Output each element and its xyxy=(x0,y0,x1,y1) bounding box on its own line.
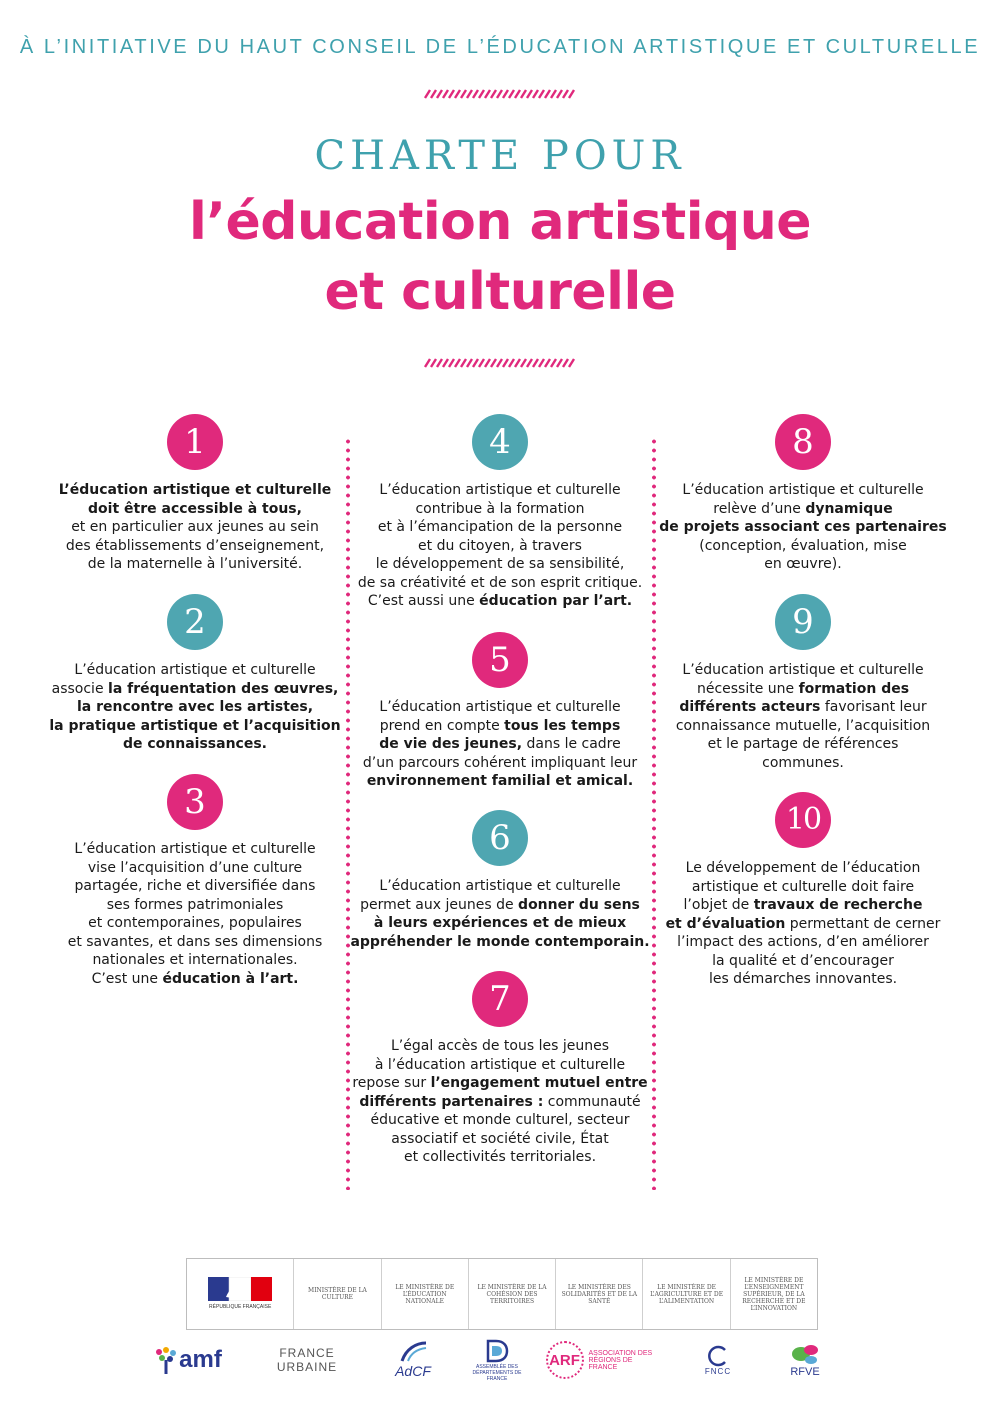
text: L’éducation artistique et culturelle xyxy=(74,662,316,678)
text: (conception, évaluation, mise xyxy=(699,537,907,554)
france-urbaine-logo xyxy=(262,1330,352,1390)
text: d’un parcours cohérent impliquant leur xyxy=(362,754,638,771)
ministry-culture: MINISTÈRE DE LA CULTURE xyxy=(293,1259,380,1329)
principle-line xyxy=(350,1130,650,1149)
principle-line xyxy=(653,754,953,773)
adcf-logo xyxy=(378,1330,448,1390)
fncc-logo xyxy=(693,1330,743,1390)
bold-text: éducation à l’art. xyxy=(162,970,299,987)
principle-line xyxy=(45,698,345,717)
text: le développement de sa sensibilité, xyxy=(375,556,625,572)
principle-line xyxy=(350,1111,650,1130)
principle-number-1: 1 xyxy=(167,414,223,470)
principle-number-2: 2 xyxy=(167,594,223,650)
text: prend en compte xyxy=(379,717,505,734)
ministry-sante: LE MINISTÈRE DES SOLIDARITÉS ET DE LA SANTÉ xyxy=(555,1259,642,1329)
principle-line xyxy=(653,518,953,537)
marianne-flag-icon xyxy=(208,1277,272,1301)
france-urbaine-line1: FRANCE xyxy=(279,1346,335,1360)
text: de la maternelle à l’université. xyxy=(87,556,303,572)
amf-tree-icon xyxy=(153,1346,179,1374)
principle-line xyxy=(45,661,345,680)
principle-line xyxy=(350,1037,650,1056)
ministry-agriculture: LE MINISTÈRE DE L’AGRICULTURE ET DE L’ALIMENTATION xyxy=(642,1259,729,1329)
principle-text-10 xyxy=(653,859,953,989)
arf-sub-label: ASSOCIATION DES RÉGIONS DE FRANCE xyxy=(588,1349,653,1371)
text: L’éducation artistique et culturelle xyxy=(379,482,621,498)
principle-line xyxy=(45,481,345,500)
principle-number-6: 6 xyxy=(472,810,528,866)
principle-line xyxy=(653,500,953,519)
text: Le développement de l’éducation xyxy=(685,860,921,876)
republique-francaise-label: RÉPUBLIQUE FRANÇAISE xyxy=(209,1304,272,1310)
principle-text-5 xyxy=(350,698,650,791)
bold-text: la fréquentation des œuvres, xyxy=(108,680,339,697)
text: permettant de cerner xyxy=(785,915,941,932)
bold-text: doit être accessible à tous, xyxy=(88,500,302,517)
zigzag-divider-bottom xyxy=(423,358,577,368)
principle-text-2 xyxy=(45,661,345,754)
principle-line xyxy=(653,698,953,717)
principle-line xyxy=(45,717,345,736)
principle-line xyxy=(45,840,345,859)
principle-text-4 xyxy=(350,481,650,611)
principle-line xyxy=(350,574,650,593)
text: L’éducation artistique et culturelle xyxy=(379,878,621,894)
principle-line xyxy=(350,914,650,933)
principle-line xyxy=(350,1074,650,1093)
principle-line xyxy=(350,1148,650,1167)
amf-logo xyxy=(140,1330,235,1390)
principle-text-9 xyxy=(653,661,953,772)
principle-line xyxy=(653,933,953,952)
principle-line xyxy=(350,1093,650,1112)
text: communauté xyxy=(543,1093,641,1110)
principle-line xyxy=(350,1056,650,1075)
text: l’impact des actions, d’en améliorer xyxy=(677,934,929,950)
title-line-1: l’éducation artistique xyxy=(188,192,812,252)
bold-text: et d’évaluation xyxy=(665,915,786,932)
text: associe xyxy=(51,680,109,697)
text: et le partage de références xyxy=(707,736,899,752)
republique-francaise-logo xyxy=(187,1259,293,1329)
principle-line xyxy=(350,717,650,736)
adf-logo xyxy=(462,1330,532,1390)
bold-text: L’éducation artistique et culturelle xyxy=(58,482,332,498)
principle-line xyxy=(45,500,345,519)
text: éducative et monde culturel, secteur xyxy=(370,1112,630,1128)
title-line-2: et culturelle xyxy=(324,262,676,322)
text: repose sur xyxy=(352,1075,431,1091)
text: favorisant leur xyxy=(820,699,927,715)
zigzag-divider-top xyxy=(423,89,577,99)
principle-line xyxy=(45,680,345,699)
text: des établissements d’enseignement, xyxy=(65,537,325,554)
principle-line xyxy=(653,680,953,699)
principle-line xyxy=(653,555,953,574)
fncc-circle-icon xyxy=(707,1345,729,1367)
text: communes. xyxy=(762,754,844,771)
principle-line xyxy=(350,698,650,717)
principle-text-3 xyxy=(45,840,345,988)
adf-d-icon xyxy=(484,1338,510,1364)
principle-line xyxy=(45,896,345,915)
principle-line xyxy=(350,537,650,556)
bold-text: la pratique artistique et l’acquisition xyxy=(49,717,341,734)
text: les démarches innovantes. xyxy=(708,971,898,987)
bold-text: environnement familial et amical. xyxy=(366,773,634,789)
principle-line xyxy=(653,661,953,680)
adcf-label: AdCF xyxy=(395,1363,431,1379)
principle-line xyxy=(653,717,953,736)
principle-line xyxy=(350,481,650,500)
arf-label: ARF xyxy=(549,1351,580,1369)
bold-text: la rencontre avec les artistes, xyxy=(76,699,314,715)
text: C’est une xyxy=(91,970,163,987)
text: et du citoyen, à travers xyxy=(418,537,582,554)
text: vise l’acquisition d’une culture xyxy=(87,859,303,876)
text: à l’éducation artistique et culturelle xyxy=(374,1056,626,1073)
principle-line xyxy=(350,896,650,915)
bold-text: de connaissances. xyxy=(122,736,267,752)
principle-line xyxy=(350,500,650,519)
principle-line xyxy=(350,592,650,611)
text: L’éducation artistique et culturelle xyxy=(74,841,316,857)
bold-text: travaux de recherche xyxy=(753,897,923,913)
text: et en particulier aux jeunes au sein xyxy=(71,519,319,535)
text: en œuvre). xyxy=(764,556,842,572)
bold-text: appréhender le monde contemporain. xyxy=(350,933,650,950)
principle-number-4: 4 xyxy=(472,414,528,470)
bold-text: dynamique xyxy=(805,500,893,517)
principle-line xyxy=(653,859,953,878)
bold-text: différents acteurs xyxy=(679,699,821,715)
bold-text: l’engagement mutuel entre xyxy=(430,1075,648,1091)
bold-text: différents partenaires : xyxy=(359,1093,544,1110)
principle-line xyxy=(653,537,953,556)
rfve-logo xyxy=(775,1330,835,1390)
principle-line xyxy=(45,537,345,556)
principle-line xyxy=(45,877,345,896)
principle-text-6 xyxy=(350,877,650,951)
text: L’éducation artistique et culturelle xyxy=(682,482,924,498)
ministries-logo-strip xyxy=(186,1258,818,1330)
bold-text: formation des xyxy=(798,680,910,697)
bold-text: de vie des jeunes, xyxy=(379,736,523,752)
principle-line xyxy=(45,914,345,933)
ministry-territoires: LE MINISTÈRE DE LA COHÉSION DES TERRITOIRES xyxy=(468,1259,555,1329)
text: L’éducation artistique et culturelle xyxy=(379,699,621,715)
text: permet aux jeunes de xyxy=(360,896,519,913)
principle-line xyxy=(653,915,953,934)
text: et à l’émancipation de la personne xyxy=(377,519,623,535)
principle-line xyxy=(350,754,650,773)
text: L’égal accès de tous les jeunes xyxy=(390,1038,610,1054)
text: artistique et culturelle doit faire xyxy=(691,878,915,895)
title-small: CHARTE POUR xyxy=(314,133,686,179)
text: et contemporaines, populaires xyxy=(88,915,302,931)
rfve-label: RFVE xyxy=(790,1366,820,1378)
text: C’est aussi une xyxy=(367,593,480,609)
principle-text-8 xyxy=(653,481,953,574)
bold-text: tous les temps xyxy=(504,717,621,734)
principle-line xyxy=(350,555,650,574)
france-urbaine-line2: URBAINE xyxy=(276,1360,338,1374)
principle-line xyxy=(653,952,953,971)
text: associatif et société civile, État xyxy=(391,1130,609,1147)
ministry-education: LE MINISTÈRE DE L’ÉDUCATION NATIONALE xyxy=(381,1259,468,1329)
principle-line xyxy=(45,933,345,952)
text: et collectivités territoriales. xyxy=(403,1149,597,1165)
principle-number-8: 8 xyxy=(775,414,831,470)
principle-line xyxy=(350,518,650,537)
text: et savantes, et dans ses dimensions xyxy=(67,933,323,950)
principle-number-10: 10 xyxy=(775,792,831,848)
text: relève d’une xyxy=(713,500,806,517)
principle-line xyxy=(653,481,953,500)
text: ses formes patrimoniales xyxy=(106,896,284,913)
bold-text: de projets associant ces partenaires xyxy=(659,519,947,535)
principle-text-7 xyxy=(350,1037,650,1167)
principle-line xyxy=(350,772,650,791)
principle-line xyxy=(45,555,345,574)
principle-number-5: 5 xyxy=(472,632,528,688)
bold-text: à leurs expériences et de mieux xyxy=(373,915,627,931)
initiative-line: À L’INITIATIVE DU HAUT CONSEIL DE L’ÉDUCATION ARTISTIQUE ET CULTURELLE xyxy=(19,36,981,58)
text: la qualité et d’encourager xyxy=(712,952,894,969)
text: connaissance mutuelle, l’acquisition xyxy=(675,717,931,734)
text: L’éducation artistique et culturelle xyxy=(682,662,924,678)
principle-line xyxy=(45,951,345,970)
adf-label: ASSEMBLÉE DES DÉPARTEMENTS DE FRANCE xyxy=(472,1364,522,1382)
principle-line xyxy=(350,735,650,754)
principle-line xyxy=(653,735,953,754)
text: partagée, riche et diversifiée dans xyxy=(74,878,316,894)
principle-line xyxy=(350,877,650,896)
principle-line xyxy=(45,970,345,989)
text: contribue à la formation xyxy=(415,500,585,517)
bold-text: éducation par l’art. xyxy=(479,593,633,609)
principle-line xyxy=(653,970,953,989)
adcf-swoosh-icon xyxy=(398,1341,428,1363)
text: nationales et internationales. xyxy=(92,952,298,968)
arf-logo xyxy=(540,1330,660,1390)
principle-number-9: 9 xyxy=(775,594,831,650)
text: dans le cadre xyxy=(522,736,621,752)
text: nécessite une xyxy=(696,680,799,697)
text: l’objet de xyxy=(683,897,754,913)
principle-text-1 xyxy=(45,481,345,574)
amf-label: amf xyxy=(179,1346,222,1373)
principle-line xyxy=(45,518,345,537)
principle-line xyxy=(45,859,345,878)
principle-number-3: 3 xyxy=(167,774,223,830)
principle-line xyxy=(45,735,345,754)
text: de sa créativité et de son esprit critique. xyxy=(357,574,643,591)
principle-number-7: 7 xyxy=(472,971,528,1027)
fncc-label: FNCC xyxy=(704,1366,732,1376)
rfve-leaves-icon xyxy=(789,1342,821,1366)
bold-text: donner du sens xyxy=(518,896,640,913)
principle-line xyxy=(653,878,953,897)
principle-line xyxy=(653,896,953,915)
ministry-recherche: LE MINISTÈRE DE L’ENSEIGNEMENT SUPÉRIEUR, DE LA RECHERCHE ET DE L’INNOVATION xyxy=(730,1259,817,1329)
principle-line xyxy=(350,933,650,952)
